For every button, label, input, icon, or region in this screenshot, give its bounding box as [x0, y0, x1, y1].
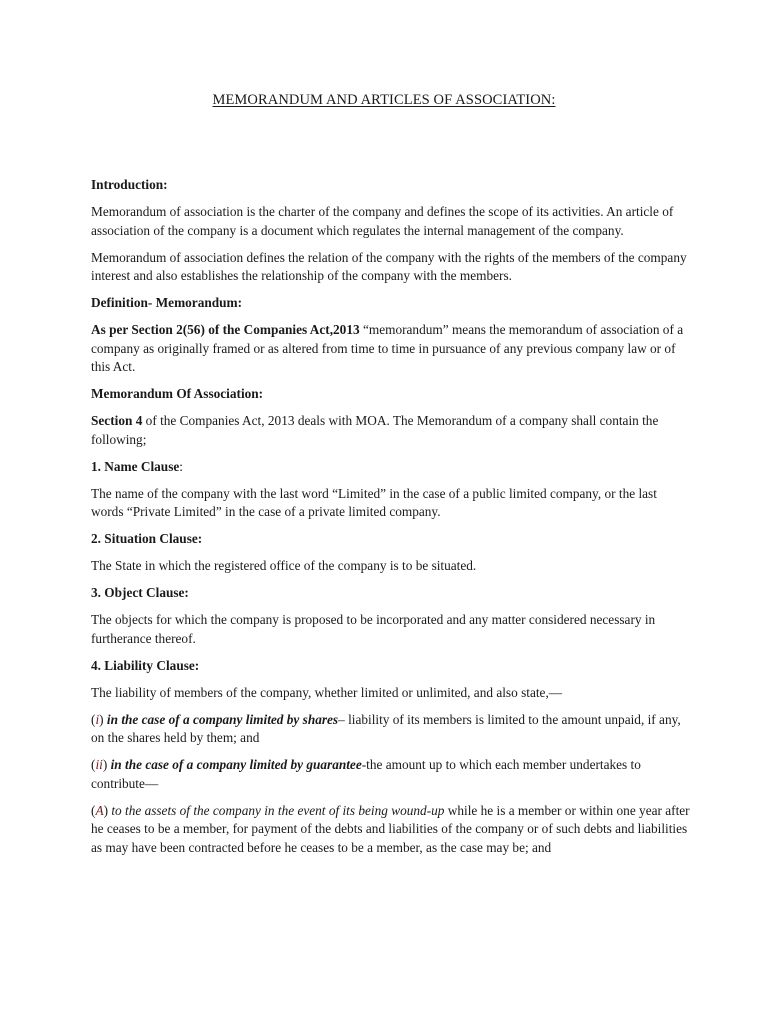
introduction-paragraph-2: Memorandum of association defines the relation of the company with the rights of the members of the company interest and also establishes the relationship of the company with the members. — [91, 249, 687, 283]
situation-clause-heading: 2. Situation Clause: — [91, 531, 203, 546]
item-ii-numeral: ii — [95, 757, 103, 772]
moa-lead: Section 4 — [91, 413, 143, 428]
item-i-paragraph — [91, 711, 691, 748]
moa-text: of the Companies Act, 2013 deals with MOA. The Memorandum of a company shall contain the following; — [91, 413, 659, 447]
item-a-close-paren: ) — [103, 802, 112, 818]
item-ii-paragraph — [91, 756, 691, 793]
introduction-paragraph-1: Memorandum of association is the charter of the company and defines the scope of its activities. An article of association of the company is a document which regulates the internal management of the company. — [91, 204, 674, 238]
definition-text: “memorandum” means the memorandum of association of a company as originally framed or as altered from time to time in pursuance of any previous company law or of this Act. — [91, 322, 684, 374]
definition-lead: As per Section 2(56) of the Companies Act,2013 — [91, 322, 360, 337]
definition-heading: Definition- Memorandum: — [91, 295, 243, 310]
item-i-text: – liability of its members is limited to the amount unpaid, if any, on the shares held by them; and — [91, 711, 681, 745]
item-a-open-paren: ( — [91, 802, 96, 818]
document-body — [91, 176, 691, 866]
document-title — [0, 92, 768, 109]
item-i-lead: in the case of a company limited by shares — [106, 711, 339, 727]
item-a-lead: to the assets of the company in the event of its being wound-up — [111, 802, 445, 818]
moa-heading: Memorandum Of Association: — [91, 386, 264, 401]
item-a-letter: A — [95, 802, 104, 818]
definition-paragraph — [91, 321, 691, 377]
name-clause-heading — [91, 458, 691, 477]
name-clause-colon: : — [179, 458, 183, 474]
item-i-open-paren: ( — [91, 711, 96, 727]
liability-clause-heading: 4. Liability Clause: — [91, 657, 200, 673]
object-clause-text: The objects for which the company is proposed to be incorporated and any matter considered necessary in furtherance thereof. — [91, 612, 656, 646]
item-a-paragraph — [91, 802, 691, 858]
item-i-close-paren: ) — [99, 711, 107, 727]
moa-paragraph — [91, 412, 691, 449]
item-i-numeral: i — [95, 711, 100, 727]
item-ii-open-paren: ( — [91, 757, 96, 772]
item-a-text: while he is a member or within one year after he ceases to be a member, for payment of the debts and liabilities of the company or of such debts and liabilities as may have been contracted before he ceases to be a member, as the case may be; and — [91, 802, 690, 855]
object-clause-heading: 3. Object Clause: — [91, 585, 189, 600]
item-ii-lead: in the case of a company limited by guarantee — [110, 757, 362, 772]
item-ii-close-paren: ) — [102, 757, 111, 772]
liability-clause-text: The liability of members of the company, whether limited or unlimited, and also state,— — [91, 684, 563, 700]
item-ii-text: -the amount up to which each member undertakes to contribute— — [91, 757, 641, 791]
document-title-text: MEMORANDUM AND ARTICLES OF ASSOCIATION: — [212, 92, 556, 108]
name-clause-text: The name of the company with the last word “Limited” in the case of a public limited company, or the last words “Private Limited” in the case of a private limited company. — [91, 485, 657, 519]
name-clause-heading-text: 1. Name Clause — [91, 458, 180, 474]
introduction-heading: Introduction: — [91, 177, 168, 192]
situation-clause-text: The State in which the registered office of the company is to be situated. — [91, 558, 477, 573]
